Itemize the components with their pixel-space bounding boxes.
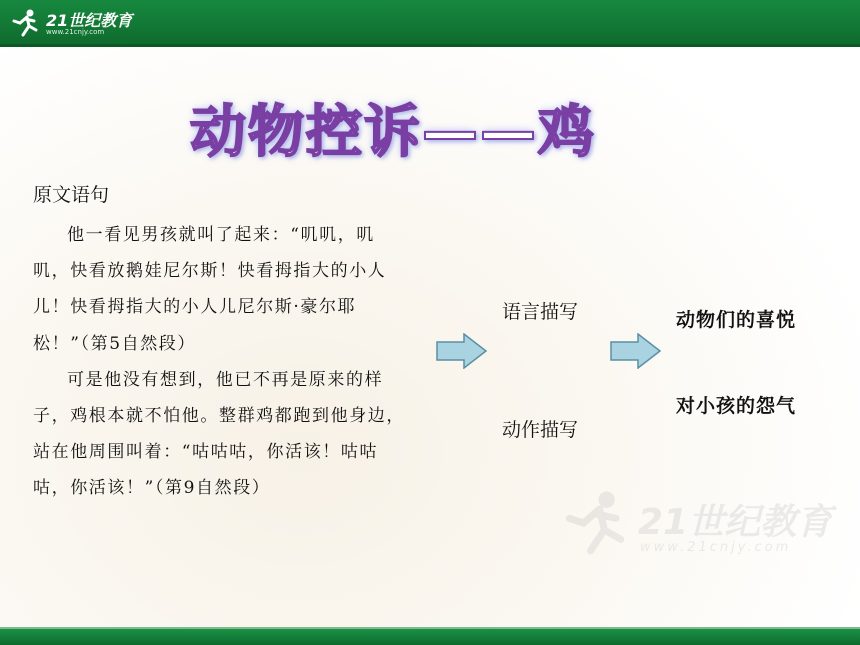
speech-description-label: 语言描写 [502, 301, 579, 323]
running-person-icon [10, 8, 40, 38]
action-description-label: 动作描写 [502, 419, 579, 441]
watermark-runner-icon [560, 488, 630, 558]
slide-title: 动物控诉——鸡 [190, 100, 596, 165]
watermark [560, 488, 833, 568]
watermark-url: www.21cnjy.com [640, 540, 792, 555]
original-paragraph-2: 可是他没有想到，他已不再是原来的样子，鸡根本就不怕他。整群鸡都跑到他身边，站在他周围叫着：“咕咕咕，你活该！咕咕咕，你活该！”（第9自然段） [33, 369, 405, 499]
result-joy: 动物们的喜悦 [676, 309, 797, 331]
original-paragraph-1: 他一看见男孩就叫了起来：“叽叽，叽叽，快看放鹅娃尼尔斯！快看拇指大的小人儿！快看拇指大的小人儿尼尔斯·豪尔耶松！”（第5自然段） [33, 225, 387, 354]
watermark-text: 21世纪教育 [638, 502, 833, 543]
footer-bar [0, 629, 860, 645]
right-arrow-icon [610, 333, 662, 369]
original-text [33, 217, 405, 507]
result-anger: 对小孩的怨气 [676, 395, 797, 417]
header-divider [0, 44, 860, 47]
header-bar [0, 0, 860, 44]
logo-name: 21世纪教育 [46, 11, 133, 30]
logo-url: www.21cnjy.com [46, 28, 105, 36]
right-arrow-icon [436, 333, 488, 369]
original-heading: 原文语句 [33, 184, 110, 206]
logo [10, 6, 133, 40]
